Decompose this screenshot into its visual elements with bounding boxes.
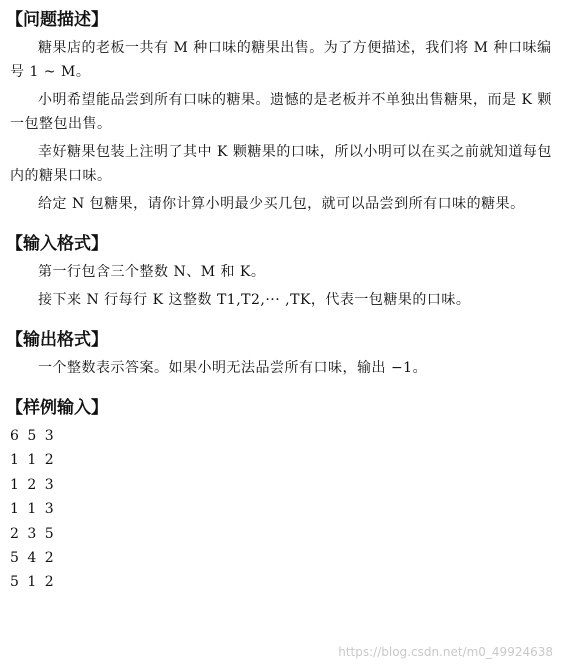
sample-input-line: 1 1 3 (10, 501, 56, 518)
sample-input-line: 1 2 3 (10, 476, 56, 493)
problem-title: 【问题描述】 (6, 10, 108, 30)
sample-input-line: 1 1 2 (10, 452, 56, 469)
sample-input-line: 5 4 2 (10, 550, 56, 567)
problem-paragraph: 幸好糖果包装上注明了其中 K 颗糖果的口味，所以小明可以在买之前就知道每包内的糖果口味。 (10, 144, 552, 184)
sample-input-block (10, 424, 553, 595)
input-format-paragraph: 第一行包含三个整数 N、M 和 K。 (38, 264, 266, 280)
input-format-paragraph: 接下来 N 行每行 K 这整数 T1,T2,··· ,TK，代表一包糖果的口味。 (38, 292, 471, 308)
problem-paragraph: 糖果店的老板一共有 M 种口味的糖果出售。为了方便描述，我们将 M 种口味编号 1 ~ M。 (10, 40, 552, 80)
sample-input-title: 【样例输入】 (6, 398, 108, 418)
problem-paragraph: 小明希望能品尝到所有口味的糖果。遗憾的是老板并不单独出售糖果，而是 K 颗一包整包出售。 (10, 92, 552, 132)
input-format-title: 【输入格式】 (6, 234, 108, 254)
problem-paragraph: 给定 N 包糖果，请你计算小明最少买几包，就可以品尝到所有口味的糖果。 (38, 196, 525, 212)
sample-input-line: 2 3 5 (10, 525, 56, 542)
output-format-paragraph: 一个整数表示答案。如果小明无法品尝所有口味，输出 −1。 (38, 360, 428, 376)
watermark-url: https://blog.csdn.net/m0_49924638 (338, 645, 553, 659)
sample-input-line: 5 1 2 (10, 574, 56, 591)
output-format-title: 【输出格式】 (6, 330, 108, 350)
sample-input-line: 6 5 3 (10, 428, 56, 444)
